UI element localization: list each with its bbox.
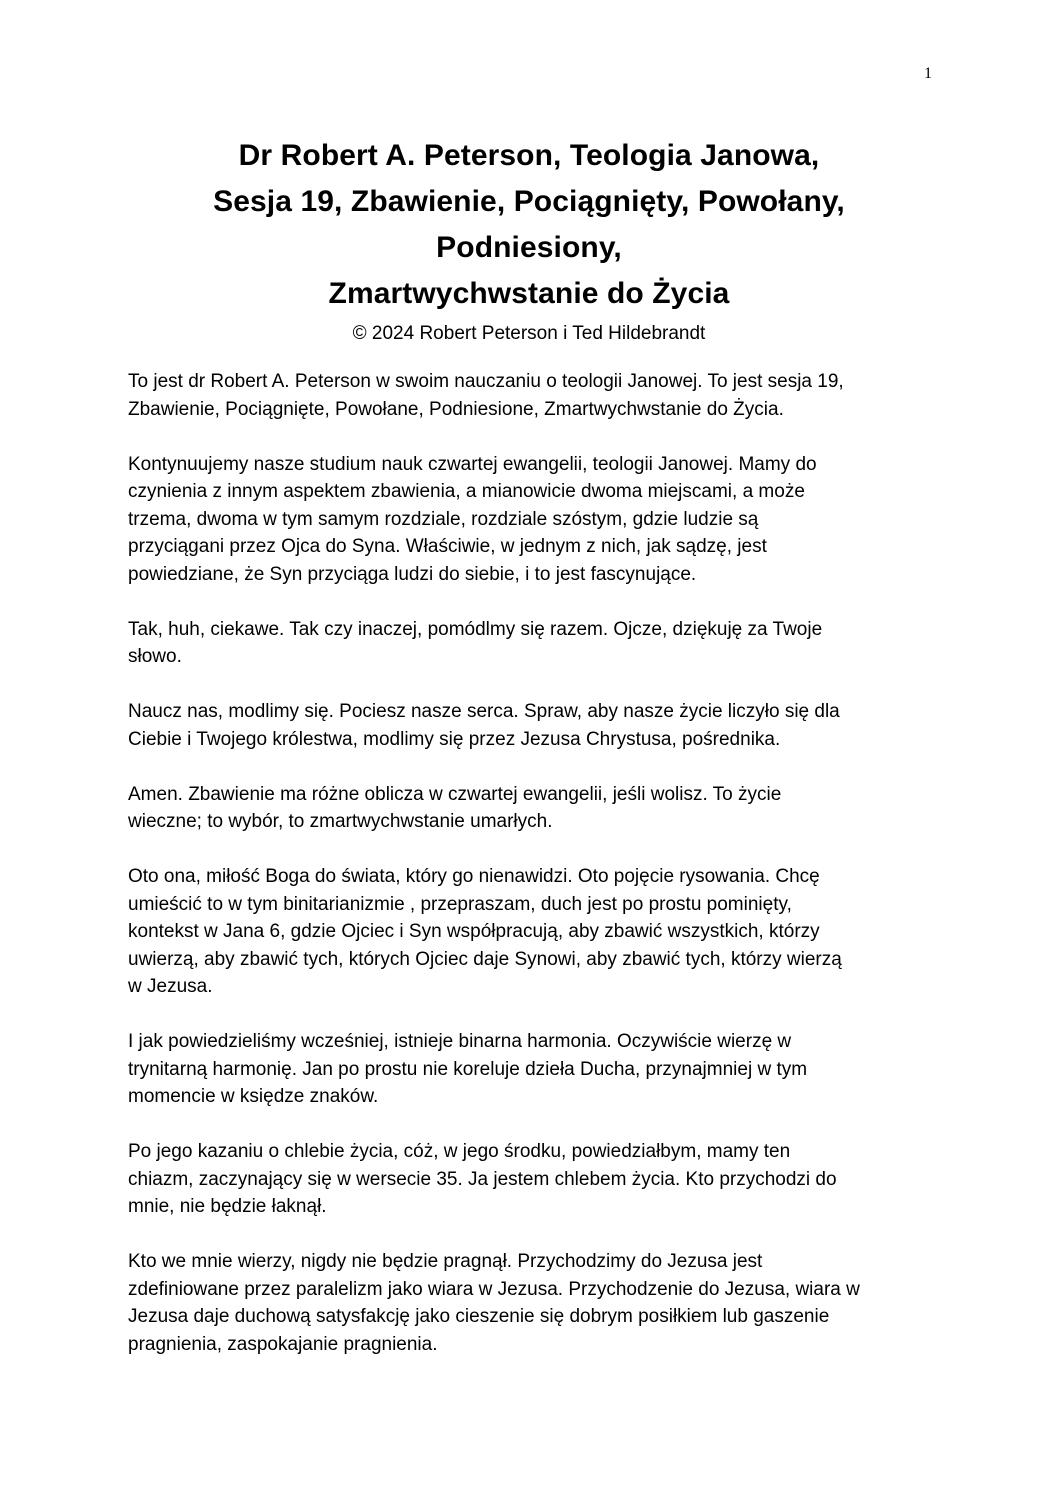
text-line: czynienia z innym aspektem zbawienia, a mianowicie dwoma miejscami, a może bbox=[128, 481, 805, 502]
paragraph bbox=[128, 863, 936, 1001]
paragraph bbox=[128, 1028, 936, 1111]
title-line: Dr Robert A. Peterson, Teologia Janowa, bbox=[238, 139, 820, 172]
text-line: zdefiniowane przez paralelizm jako wiara w Jezusa. Przychodzenie do Jezusa, wiara w bbox=[128, 1278, 860, 1300]
title-line: Zmartwychwstanie do Życia bbox=[328, 277, 730, 310]
paragraph bbox=[128, 1138, 936, 1221]
text-line: mnie, nie będzie łaknął. bbox=[128, 1196, 327, 1217]
text-line: Oto ona, miłość Boga do świata, który go nienawidzi. Oto pojęcie rysowania. Chcę bbox=[128, 866, 820, 887]
text-line: Jezusa daje duchową satysfakcję jako cieszenie się dobrym posiłkiem lub gaszenie bbox=[128, 1306, 830, 1327]
text-line: I jak powiedzieliśmy wcześniej, istnieje binarna harmonia. Oczywiście wierzę w bbox=[128, 1031, 792, 1052]
paragraph bbox=[128, 451, 936, 589]
text-line: Zbawienie, Pociągnięte, Powołane, Podniesione, Zmartwychwstanie do Życia. bbox=[128, 398, 784, 420]
title-line: Podniesiony, bbox=[436, 231, 622, 264]
text-line: Tak, huh, ciekawe. Tak czy inaczej, pomódlmy się razem. Ojcze, dziękuję za Twoje bbox=[128, 618, 823, 640]
text-line: powiedziane, że Syn przyciąga ludzi do siebie, i to jest fascynujące. bbox=[128, 563, 697, 585]
paragraph bbox=[128, 616, 936, 671]
text-line: trzema, dwoma w tym samym rozdziale, rozdziale szóstym, gdzie ludzie są bbox=[128, 508, 759, 530]
text-line: momencie w księdze znaków. bbox=[128, 1086, 379, 1107]
text-line: umieścić to w tym binitarianizmie , przepraszam, duch jest po prostu pominięty, bbox=[128, 893, 792, 915]
text-line: Naucz nas, modlimy się. Pociesz nasze serca. Spraw, aby nasze życie liczyło się dla bbox=[128, 701, 840, 722]
text-line: słowo. bbox=[128, 646, 182, 667]
copyright-notice: © 2024 Robert Peterson i Ted Hildebrandt bbox=[352, 323, 706, 344]
text-line: pragnienia, zaspokajanie pragnienia. bbox=[128, 1333, 438, 1355]
page-number: 1 bbox=[924, 65, 932, 82]
text-line: kontekst w Jana 6, gdzie Ojciec i Syn współpracują, aby zbawić wszystkich, którzy bbox=[128, 921, 820, 942]
title-line: Sesja 19, Zbawienie, Pociągnięty, Powołany, bbox=[213, 185, 845, 218]
text-line: To jest dr Robert A. Peterson w swoim nauczaniu o teologii Janowej. To jest sesja 19, bbox=[128, 371, 844, 392]
paragraph bbox=[128, 781, 936, 836]
text-line: Kontynuujemy nasze studium nauk czwartej ewangelii, teologii Janowej. Mamy do bbox=[128, 453, 817, 475]
paragraph bbox=[128, 698, 936, 753]
text-line: Po jego kazaniu o chlebie życia, cóż, w jego środku, powiedziałbym, mamy ten bbox=[128, 1141, 791, 1162]
text-line: Amen. Zbawienie ma różne oblicza w czwartej ewangelii, jeśli wolisz. To życie bbox=[128, 783, 782, 805]
text-line: uwierzą, aby zbawić tych, których Ojciec daje Synowi, aby zbawić tych, którzy wierzą bbox=[128, 948, 842, 970]
text-line: Ciebie i Twojego królestwa, modlimy się przez Jezusa Chrystusa, pośrednika. bbox=[128, 728, 781, 750]
text-line: w Jezusa. bbox=[128, 976, 213, 997]
body-text bbox=[128, 368, 936, 1386]
text-line: wieczne; to wybór, to zmartwychwstanie umarłych. bbox=[128, 811, 553, 832]
paragraph bbox=[128, 368, 936, 423]
text-line: przyciągani przez Ojca do Syna. Właściwie, w jednym z nich, jak sądzę, jest bbox=[128, 536, 767, 557]
text-line: trynitarną harmonię. Jan po prostu nie koreluje dzieła Ducha, przynajmniej w tym bbox=[128, 1058, 808, 1080]
paragraph bbox=[128, 1248, 936, 1358]
title-block bbox=[90, 133, 968, 347]
text-line: Kto we mnie wierzy, nigdy nie będzie pragnął. Przychodzimy do Jezusa jest bbox=[128, 1251, 763, 1272]
text-line: chiazm, zaczynający się w wersecie 35. Ja jestem chlebem życia. Kto przychodzi do bbox=[128, 1168, 837, 1190]
